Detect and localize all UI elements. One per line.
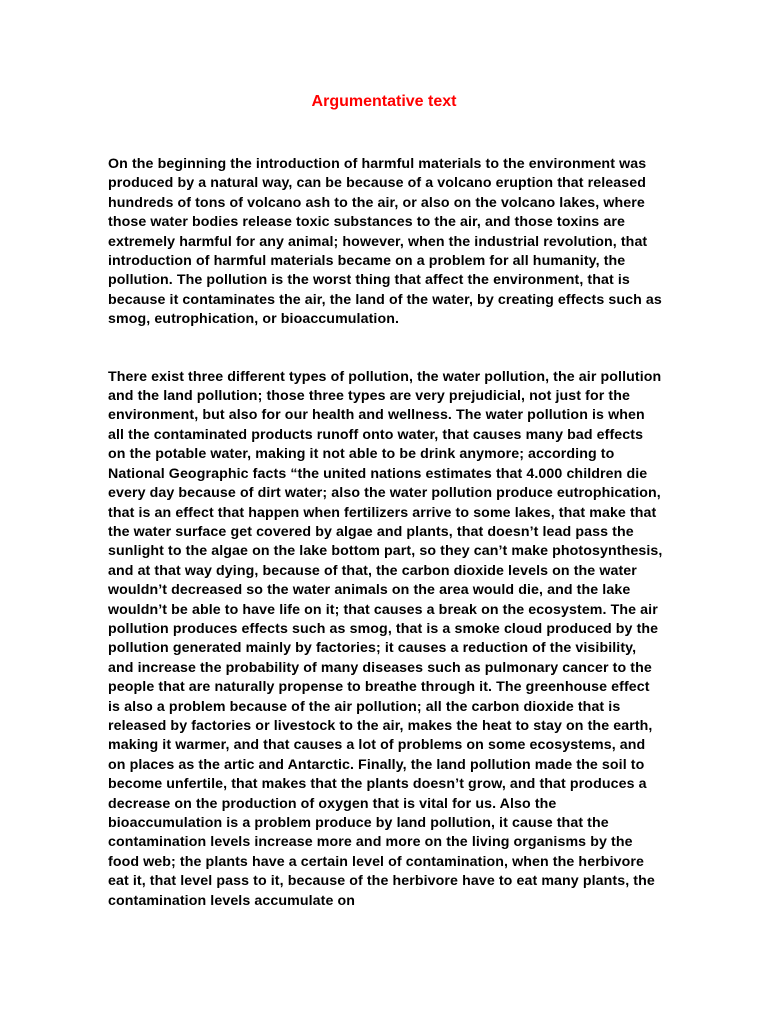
paragraph-pollution-types: There exist three different types of pollution, the water pollution, the air pollution and the land pollution; those three types are very prejudicial, not just for the environment, but also for our health and wellness. The water pollution is when all the contaminated products runoff onto water, that causes many bad effects on the potable water, making it not able to be drink anymore; according to National Geographic facts “the united nations estimates that 4.000 children die every day because of dirt water; also the water pollution produce eutrophication, that is an effect that happen when fertilizers arrive to some lakes, that make that the water surface get covered by algae and plants, that doesn’t lead pass the sunlight to the algae on the lake bottom part, so they can’t make photosynthesis, and at that way dying, because of that, the carbon dioxide levels on the water wouldn’t decreased so the water animals on the area would die, and the lake wouldn’t be able to have life on it; that causes a break on the ecosystem. The air pollution produces effects such as smog, that is a smoke cloud produced by the pollution generated mainly by factories; it causes a reduction of the visibility, and increase the probability of many diseases such as pulmonary cancer to the people that are naturally propense to breathe through it. The greenhouse effect is also a problem because of the air pollution; all the carbon dioxide that is released by factories or livestock to the air, makes the heat to stay on the earth, making it warmer, and that causes a lot of problems on some ecosystems, and on places as the artic and Antarctic. Finally, the land pollution made the soil to become unfertile, that makes that the plants doesn’t grow, and that produces a decrease on the production of oxygen that is vital for us. Also the bioaccumulation is a problem produce by land pollution, it cause that the contamination levels increase more and more on the living organisms by the food web; the plants have a certain level of contamination, when the herbivore eat it, that level pass to it, because of the herbivore have to eat many plants, the contamination levels accumulate on [108, 368, 663, 909]
document-body [108, 155, 664, 911]
paragraph-introduction: On the beginning the introduction of harmful materials to the environment was produced by a natural way, can be because of a volcano eruption that released hundreds of tons of volcano ash to the air, or also on the volcano lakes, where those water bodies release toxic substances to the air, and those toxins are extremely harmful for any animal; however, when the industrial revolution, that introduction of harmful materials became on a problem for all humanity, the pollution. The pollution is the worst thing that affect the environment, that is because it contaminates the air, the land of the water, by creating effects such as smog, eutrophication, or bioaccumulation. [108, 156, 662, 328]
document-title: Argumentative text [311, 93, 457, 110]
